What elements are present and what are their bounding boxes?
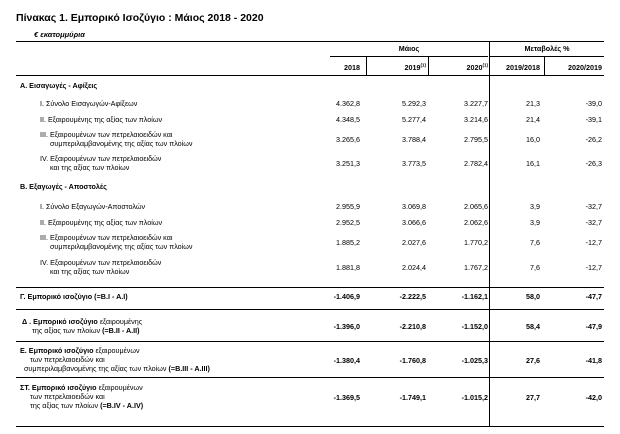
header-top-rule (16, 41, 604, 42)
col-header-2019: 2019$^{(1)}$ (404, 62, 426, 72)
section-a-heading: Α. Εισαγωγές - Αφίξεις (20, 81, 98, 90)
section-b-heading: Β. Εξαγωγές - Αποστολές (20, 182, 107, 191)
row-divider-e (16, 341, 604, 342)
col-header-2018: 2018 (344, 63, 360, 72)
col-header-2020: 2020$^{(1)}$ (466, 62, 488, 72)
row-divider-d (16, 309, 604, 310)
header-bottom-rule (16, 75, 604, 76)
col-divider-4 (544, 56, 545, 76)
row-divider-g (16, 287, 604, 288)
col-header-2020-2019: 2020/2019 (568, 63, 602, 72)
unit-label: € εκατομμύρια (34, 30, 85, 39)
group-underline-month (330, 56, 488, 57)
table-title: Πίνακας 1. Εμπορικό Ισοζύγιο : Μάιος 2018 - 2020 (16, 12, 264, 24)
col-header-2019-2018: 2019/2018 (506, 63, 540, 72)
table-bottom-rule (16, 426, 604, 427)
group-header-change: Μεταβολές % (524, 44, 570, 53)
col-divider-1 (366, 56, 367, 76)
row-divider-st (16, 377, 604, 378)
group-underline-change (490, 56, 604, 57)
group-header-month: Μάιος (398, 44, 420, 53)
col-divider-2 (428, 56, 429, 76)
